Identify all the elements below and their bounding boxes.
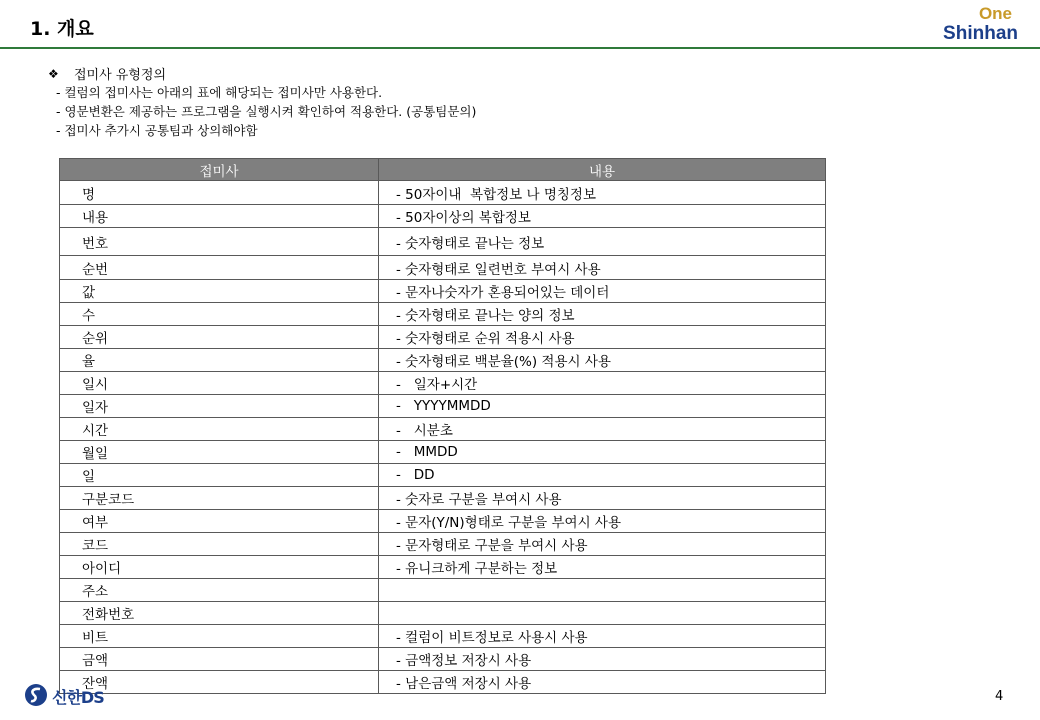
table-body	[60, 181, 826, 694]
table-row	[60, 256, 826, 280]
description-cell: - 일자+시간	[379, 372, 826, 395]
description-cell: - 시분초	[379, 418, 826, 441]
suffix-cell: 일	[60, 464, 379, 487]
suffix-cell: 금액	[60, 648, 379, 671]
description-cell: - 숫자형태로 순위 적용시 사용	[379, 326, 826, 349]
table-row	[60, 228, 826, 256]
table-row	[60, 418, 826, 441]
note-item: - 접미사 추가시 공통팀과 상의해야함	[56, 123, 258, 138]
table-row	[60, 326, 826, 349]
shinhan-emblem-icon	[24, 682, 48, 708]
suffix-cell: 여부	[60, 510, 379, 533]
table-row	[60, 372, 826, 395]
description-cell	[379, 579, 826, 602]
suffix-cell: 전화번호	[60, 602, 379, 625]
description-cell: - DD	[379, 464, 826, 487]
description-cell: - 숫자형태로 일련번호 부여시 사용	[379, 256, 826, 280]
table-row	[60, 487, 826, 510]
suffix-cell: 순번	[60, 256, 379, 280]
suffix-cell: 일시	[60, 372, 379, 395]
suffix-table	[59, 158, 826, 694]
description-cell: - 금액정보 저장시 사용	[379, 648, 826, 671]
suffix-cell: 잔액	[60, 671, 379, 694]
description-cell: - MMDD	[379, 441, 826, 464]
suffix-cell: 일자	[60, 395, 379, 418]
header-suffix: 접미사	[60, 159, 379, 181]
table-row	[60, 181, 826, 205]
suffix-cell: 번호	[60, 228, 379, 256]
table-row	[60, 556, 826, 579]
description-cell: - 숫자형태로 백분율(%) 적용시 사용	[379, 349, 826, 372]
note-item: - 영문변환은 제공하는 프로그램을 실행시켜 확인하여 적용한다. (공통팀문의)	[56, 104, 477, 119]
description-cell: - 문자나숫자가 혼용되어있는 데이터	[379, 280, 826, 303]
table-header-row	[60, 159, 826, 181]
description-cell: - 컬럼이 비트정보로 사용시 사용	[379, 625, 826, 648]
table-row	[60, 602, 826, 625]
note-item: - 컬럼의 접미사는 아래의 표에 해당되는 접미사만 사용한다.	[56, 85, 383, 100]
suffix-cell: 명	[60, 181, 379, 205]
table-row	[60, 395, 826, 418]
table-row	[60, 280, 826, 303]
suffix-cell: 구분코드	[60, 487, 379, 510]
description-cell: - 남은금액 저장시 사용	[379, 671, 826, 694]
suffix-cell: 내용	[60, 205, 379, 228]
description-cell: - YYYYMMDD	[379, 395, 826, 418]
table-row	[60, 441, 826, 464]
table-row	[60, 671, 826, 694]
suffix-cell: 월일	[60, 441, 379, 464]
suffix-cell: 코드	[60, 533, 379, 556]
page-number: 4	[995, 689, 1004, 704]
shinhan-ds-logo	[24, 682, 124, 710]
table-row	[60, 533, 826, 556]
logo-one-text: One	[978, 4, 1012, 23]
description-cell: - 숫자형태로 끝나는 정보	[379, 228, 826, 256]
table-row	[60, 648, 826, 671]
section-heading-text: 접미사 유형정의	[74, 68, 167, 83]
description-cell: - 유니크하게 구분하는 정보	[379, 556, 826, 579]
suffix-cell: 수	[60, 303, 379, 326]
description-cell	[379, 602, 826, 625]
suffix-cell: 율	[60, 349, 379, 372]
table-row	[60, 464, 826, 487]
section-heading	[48, 64, 166, 83]
description-cell: - 숫자형태로 끝나는 양의 정보	[379, 303, 826, 326]
one-shinhan-logo	[938, 2, 1022, 46]
title-divider	[0, 47, 1040, 49]
table-row	[60, 303, 826, 326]
page-title: 1. 개요	[30, 18, 94, 40]
suffix-cell: 주소	[60, 579, 379, 602]
table-row	[60, 510, 826, 533]
header-content: 내용	[379, 159, 826, 181]
table-row	[60, 579, 826, 602]
table-row	[60, 625, 826, 648]
description-cell: - 50자이내 복합정보 나 명칭정보	[379, 181, 826, 205]
notes-list	[56, 83, 476, 140]
logo-shinhan-text: Shinhan	[943, 23, 1018, 44]
description-cell: - 문자(Y/N)형태로 구분을 부여시 사용	[379, 510, 826, 533]
diamond-bullet-icon: ❖	[48, 66, 59, 81]
suffix-cell: 값	[60, 280, 379, 303]
table-row	[60, 349, 826, 372]
suffix-cell: 비트	[60, 625, 379, 648]
suffix-cell: 시간	[60, 418, 379, 441]
description-cell: - 문자형태로 구분을 부여시 사용	[379, 533, 826, 556]
description-cell: - 50자이상의 복합정보	[379, 205, 826, 228]
suffix-cell: 순위	[60, 326, 379, 349]
suffix-cell: 아이디	[60, 556, 379, 579]
description-cell: - 숫자로 구분을 부여시 사용	[379, 487, 826, 510]
footer-brand-name: 신한DS	[52, 688, 104, 707]
table-row	[60, 205, 826, 228]
